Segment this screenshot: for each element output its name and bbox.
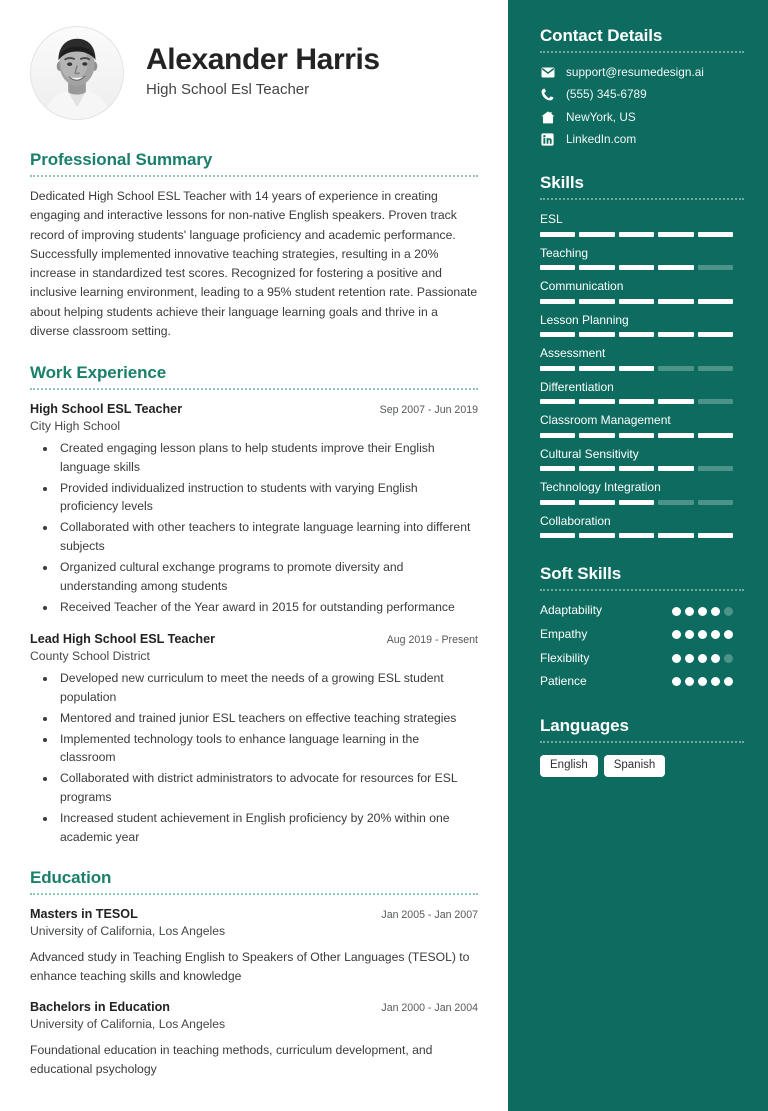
skill-segment [619, 366, 654, 371]
education-description: Foundational education in teaching methods, curriculum development, and educational psychology [30, 1042, 433, 1076]
soft-skill-item [540, 603, 733, 619]
rating-dot [711, 654, 720, 663]
name-block [146, 43, 380, 104]
skill-segment [579, 533, 614, 538]
skill-segment [698, 500, 733, 505]
rating-dot [698, 677, 707, 686]
skill-label: Classroom Management [540, 413, 671, 428]
home-icon [540, 111, 555, 124]
skill-rating-bar [540, 265, 733, 270]
contact-value: support@resumedesign.ai [566, 65, 704, 79]
skill-segment [540, 299, 575, 304]
skill-segment [540, 433, 575, 438]
rating-dot [698, 654, 707, 663]
avatar [30, 26, 124, 120]
skill-segment [579, 299, 614, 304]
rating-dot [724, 607, 733, 616]
work-entry [30, 630, 478, 846]
linkedin-icon [540, 133, 555, 146]
work-entry-head [30, 630, 478, 648]
skill-label: Technology Integration [540, 480, 661, 495]
section-divider [540, 589, 744, 591]
skill-rating-bar [540, 500, 733, 505]
soft-skill-item [540, 651, 733, 667]
section-heading: Soft Skills [540, 564, 622, 584]
rating-dot [698, 607, 707, 616]
list-item: • Mentored and trained junior ESL teachers on effective teaching strategies [57, 709, 478, 728]
work-date: Sep 2007 - Jun 2019 [379, 404, 478, 417]
skill-label: Teaching [540, 245, 589, 260]
rating-dot [711, 677, 720, 686]
skill-item [540, 212, 744, 237]
work-org: City High School [30, 419, 121, 434]
rating-dot [711, 630, 720, 639]
education-date: Jan 2000 - Jan 2004 [381, 1001, 478, 1014]
section-divider [30, 175, 478, 177]
rating-dot [698, 630, 707, 639]
skill-rating-bar [540, 232, 733, 237]
contact-item-email[interactable] [540, 65, 744, 80]
list-item: • Received Teacher of the Year award in 2015 for outstanding performance [57, 598, 478, 617]
sidebar [508, 0, 768, 1111]
work-entry-head [30, 400, 478, 418]
work-role: Lead High School ESL Teacher [30, 632, 215, 647]
skill-item [540, 279, 744, 304]
section-divider [540, 51, 744, 53]
language-chip: Spanish [604, 755, 666, 778]
work-role: High School ESL Teacher [30, 402, 183, 417]
skill-segment [658, 265, 693, 270]
skill-segment [579, 265, 614, 270]
soft-skills-list [540, 603, 744, 689]
rating-dot [724, 654, 733, 663]
skill-label: Cultural Sensitivity [540, 446, 639, 461]
language-chip: English [540, 755, 598, 778]
skill-rating-bar [540, 399, 733, 404]
skill-rating-bar [540, 332, 733, 337]
section-heading: Contact Details [540, 26, 663, 45]
work-bullets [30, 669, 478, 846]
skill-segment [658, 466, 693, 471]
skill-rating-bar [540, 533, 733, 538]
rating-dot [672, 630, 681, 639]
skill-segment [540, 232, 575, 237]
section-heading: Professional Summary [30, 150, 213, 169]
skill-segment [658, 232, 693, 237]
soft-skill-dots [672, 677, 733, 686]
list-item: • Implemented technology tools to enhance language learning in the classroom [57, 730, 478, 767]
rating-dot [724, 630, 733, 639]
section-languages [540, 716, 744, 778]
education-description: Advanced study in Teaching English to Speakers of Other Languages (TESOL) to enhance teaching skills and knowledge [30, 950, 470, 984]
skill-segment [619, 265, 654, 270]
education-entry-head [30, 998, 478, 1016]
rating-dot [685, 607, 694, 616]
skill-segment [658, 433, 693, 438]
section-divider [540, 741, 744, 743]
user-photo-icon [31, 27, 123, 119]
rating-dot [711, 607, 720, 616]
section-divider [30, 388, 478, 390]
list-item: • Created engaging lesson plans to help students improve their English language skills [57, 439, 478, 476]
rating-dot [672, 677, 681, 686]
education-entry [30, 905, 478, 986]
soft-skill-label: Patience [540, 674, 587, 689]
list-item: • Collaborated with district administrators to advocate for resources for ESL programs [57, 769, 478, 806]
skill-segment [579, 433, 614, 438]
skill-item [540, 413, 744, 438]
soft-skill-label: Flexibility [540, 650, 590, 665]
soft-skill-dots [672, 607, 733, 616]
rating-dot [724, 677, 733, 686]
skill-label: ESL [540, 212, 563, 227]
section-divider [30, 893, 478, 895]
skill-rating-bar [540, 466, 733, 471]
skill-item [540, 380, 744, 405]
work-bullets [30, 439, 478, 616]
skill-segment [619, 232, 654, 237]
skill-rating-bar [540, 299, 733, 304]
resume-header [30, 26, 478, 120]
section-professional-summary [30, 150, 478, 341]
skill-segment [619, 466, 654, 471]
skill-item [540, 313, 744, 338]
skill-segment [540, 332, 575, 337]
summary-text: Dedicated High School ESL Teacher with 14 years of experience in creating engaging and interactive lessons for non-native English speakers. Proven track record of improving students' language proficiency and academic performance. Successfully implemented innovative teaching strategies, resulting in a 20% increase in standardized test scores. Recognized for fostering a positive and inclusive learning environment, leading to a 95% student retention rate. Passionate about helping students achieve their language learning goals and thrive in a diverse classroom setting. [30, 189, 478, 338]
section-soft-skills [540, 564, 744, 689]
skill-segment [579, 366, 614, 371]
rating-dot [685, 654, 694, 663]
skill-segment [579, 500, 614, 505]
section-heading: Work Experience [30, 363, 167, 383]
education-entry [30, 998, 478, 1079]
work-date: Aug 2019 - Present [386, 634, 478, 647]
rating-dot [672, 607, 681, 616]
skill-segment [698, 433, 733, 438]
skill-segment [540, 366, 575, 371]
skill-segment [658, 399, 693, 404]
contact-value: (555) 345-6789 [566, 87, 647, 102]
soft-skill-label: Empathy [540, 626, 588, 641]
contact-item-location[interactable] [540, 110, 744, 125]
skill-label: Communication [540, 279, 624, 294]
rating-dot [685, 630, 694, 639]
skill-segment [579, 399, 614, 404]
contact-value: LinkedIn.com [566, 131, 637, 146]
skill-segment [540, 533, 575, 538]
skill-segment [579, 466, 614, 471]
skill-item [540, 246, 744, 271]
list-item: • Collaborated with other teachers to integrate language learning into different subjects [57, 518, 478, 555]
skill-segment [619, 399, 654, 404]
envelope-icon [540, 67, 555, 78]
contact-item-linkedin[interactable] [540, 132, 744, 147]
education-school: University of California, Los Angeles [30, 1017, 226, 1032]
work-org: County School District [30, 649, 150, 664]
work-entry [30, 400, 478, 616]
education-date: Jan 2005 - Jan 2007 [381, 909, 478, 922]
skill-segment [579, 232, 614, 237]
education-school: University of California, Los Angeles [30, 924, 226, 939]
section-heading: Languages [540, 715, 629, 735]
skill-segment [619, 332, 654, 337]
skill-segment [579, 332, 614, 337]
section-work-experience [30, 363, 478, 846]
rating-dot [685, 677, 694, 686]
skill-segment [698, 299, 733, 304]
soft-skill-item [540, 627, 733, 643]
skill-item [540, 514, 744, 539]
skill-segment [698, 399, 733, 404]
education-degree: Masters in TESOL [30, 907, 138, 922]
soft-skill-dots [672, 630, 733, 639]
skill-segment [658, 533, 693, 538]
soft-skill-item [540, 674, 733, 690]
skill-item [540, 480, 744, 505]
list-item: • Organized cultural exchange programs to promote diversity and understanding among students [57, 558, 478, 595]
language-chips [540, 755, 744, 778]
section-contact-details [540, 26, 744, 147]
section-education [30, 868, 478, 1079]
job-title: High School Esl Teacher [146, 81, 310, 99]
skill-segment [658, 332, 693, 337]
section-divider [540, 198, 744, 200]
section-skills [540, 173, 744, 538]
skill-segment [698, 533, 733, 538]
contact-list [540, 65, 744, 147]
skill-segment [658, 299, 693, 304]
skill-rating-bar [540, 366, 733, 371]
section-heading: Skills [540, 173, 584, 193]
skill-segment [658, 500, 693, 505]
skill-segment [698, 466, 733, 471]
list-item: • Provided individualized instruction to students with varying English proficiency levels [57, 479, 478, 516]
skill-segment [619, 533, 654, 538]
contact-value: NewYork, US [566, 109, 636, 124]
list-item: • Developed new curriculum to meet the needs of a growing ESL student population [57, 669, 478, 706]
skill-segment [619, 433, 654, 438]
skills-list [540, 212, 744, 538]
skill-rating-bar [540, 433, 733, 438]
skill-segment [540, 399, 575, 404]
skill-segment [658, 366, 693, 371]
skill-segment [698, 232, 733, 237]
page-title: Alexander Harris [146, 42, 380, 76]
soft-skill-label: Adaptability [540, 603, 603, 618]
soft-skill-dots [672, 654, 733, 663]
skill-item [540, 346, 744, 371]
skill-segment [698, 265, 733, 270]
section-heading: Education [30, 868, 112, 888]
skill-segment [540, 265, 575, 270]
skill-label: Assessment [540, 346, 606, 361]
skill-segment [698, 366, 733, 371]
skill-segment [540, 466, 575, 471]
skill-label: Collaboration [540, 513, 611, 528]
skill-segment [698, 332, 733, 337]
list-item: • Increased student achievement in English proficiency by 20% within one academic year [57, 809, 478, 846]
skill-segment [619, 299, 654, 304]
skill-item [540, 447, 744, 472]
rating-dot [672, 654, 681, 663]
contact-item-phone[interactable] [540, 87, 744, 102]
skill-label: Differentiation [540, 379, 614, 394]
education-entry-head [30, 905, 478, 923]
phone-icon [540, 88, 555, 101]
skill-label: Lesson Planning [540, 312, 629, 327]
skill-segment [540, 500, 575, 505]
skill-segment [619, 500, 654, 505]
education-degree: Bachelors in Education [30, 999, 170, 1014]
